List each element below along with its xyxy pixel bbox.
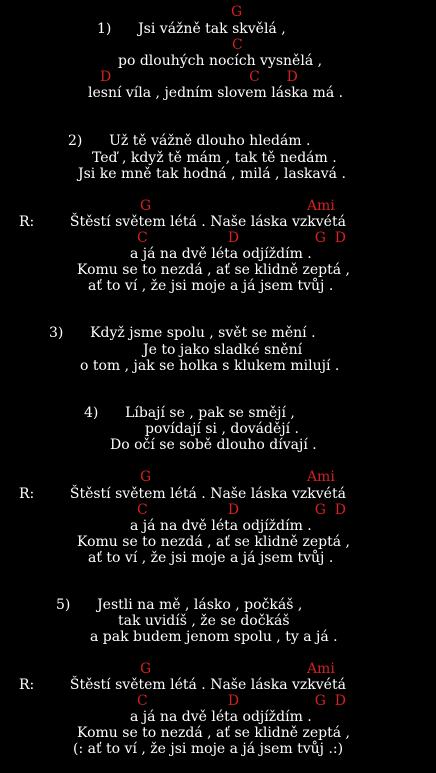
chord-line: C bbox=[232, 37, 243, 53]
chord-line: D C D bbox=[100, 69, 298, 85]
lyric-line: a já na dvě léta odjíždím . bbox=[130, 518, 312, 534]
lyric-line: R: Štěstí světem létá . Naše láska vzkvétá bbox=[19, 214, 346, 230]
lyric-line: a já na dvě léta odjíždím . bbox=[130, 246, 312, 262]
lyric-line: a pak budem jenom spolu , ty a já . bbox=[90, 629, 338, 645]
lyric-line: po dlouhých nocích vysnělá , bbox=[118, 53, 323, 69]
lyric-line: Komu se to nezdá , ať se klidně zeptá , bbox=[77, 725, 351, 741]
chord-line: C D G D bbox=[137, 693, 347, 709]
lyric-line: tak uvidíš , že se dočkáš bbox=[118, 613, 290, 629]
lyric-line: Komu se to nezdá , ať se klidně zeptá , bbox=[77, 534, 351, 550]
lyric-line: R: Štěstí světem létá . Naše láska vzkvétá bbox=[19, 486, 346, 502]
lyric-line: o tom , jak se holka s klukem milují . bbox=[80, 358, 340, 374]
chord-line: C D G D bbox=[137, 502, 347, 518]
lyric-line: Teď , když tě mám , tak tě nedám . bbox=[92, 150, 337, 166]
lyric-line: povídají si , dovádějí . bbox=[145, 421, 299, 437]
lyric-line: Je to jako sladké snění bbox=[143, 342, 303, 358]
lyric-line: 3) Když jsme spolu , svět se mění . bbox=[49, 325, 316, 341]
lyric-line: 5) Jestli na mě , lásko , počkáš , bbox=[56, 597, 303, 613]
chord-line: G Ami bbox=[140, 198, 335, 214]
chord-line: G Ami bbox=[140, 661, 335, 677]
chord-line: G Ami bbox=[140, 469, 335, 485]
lyric-line: lesní víla , jedním slovem láska má . bbox=[88, 85, 344, 101]
lyric-line: Do očí se sobě dlouho dívají . bbox=[110, 437, 317, 453]
chord-line: C D G D bbox=[137, 230, 347, 246]
lyric-line: 1) Jsi vážně tak skvělá , bbox=[97, 21, 286, 37]
lyric-line: Jsi ke mně tak hodná , milá , laskavá . bbox=[78, 166, 346, 182]
chord-line: G bbox=[231, 4, 243, 20]
lyric-line: ať to ví , že jsi moje a já jsem tvůj . bbox=[88, 278, 334, 294]
lyric-line: 2) Už tě vážně dlouho hledám . bbox=[68, 133, 311, 149]
lyric-line: 4) Líbají se , pak se smějí , bbox=[84, 405, 295, 421]
lyric-line: (: ať to ví , že jsi moje a já jsem tvůj .:) bbox=[73, 741, 344, 757]
lyric-line: R: Štěstí světem létá . Naše láska vzkvétá bbox=[19, 677, 346, 693]
lyric-line: ať to ví , že jsi moje a já jsem tvůj . bbox=[88, 550, 334, 566]
lyric-line: Komu se to nezdá , ať se klidně zeptá , bbox=[77, 262, 351, 278]
lyric-line: a já na dvě léta odjíždím . bbox=[130, 709, 312, 725]
